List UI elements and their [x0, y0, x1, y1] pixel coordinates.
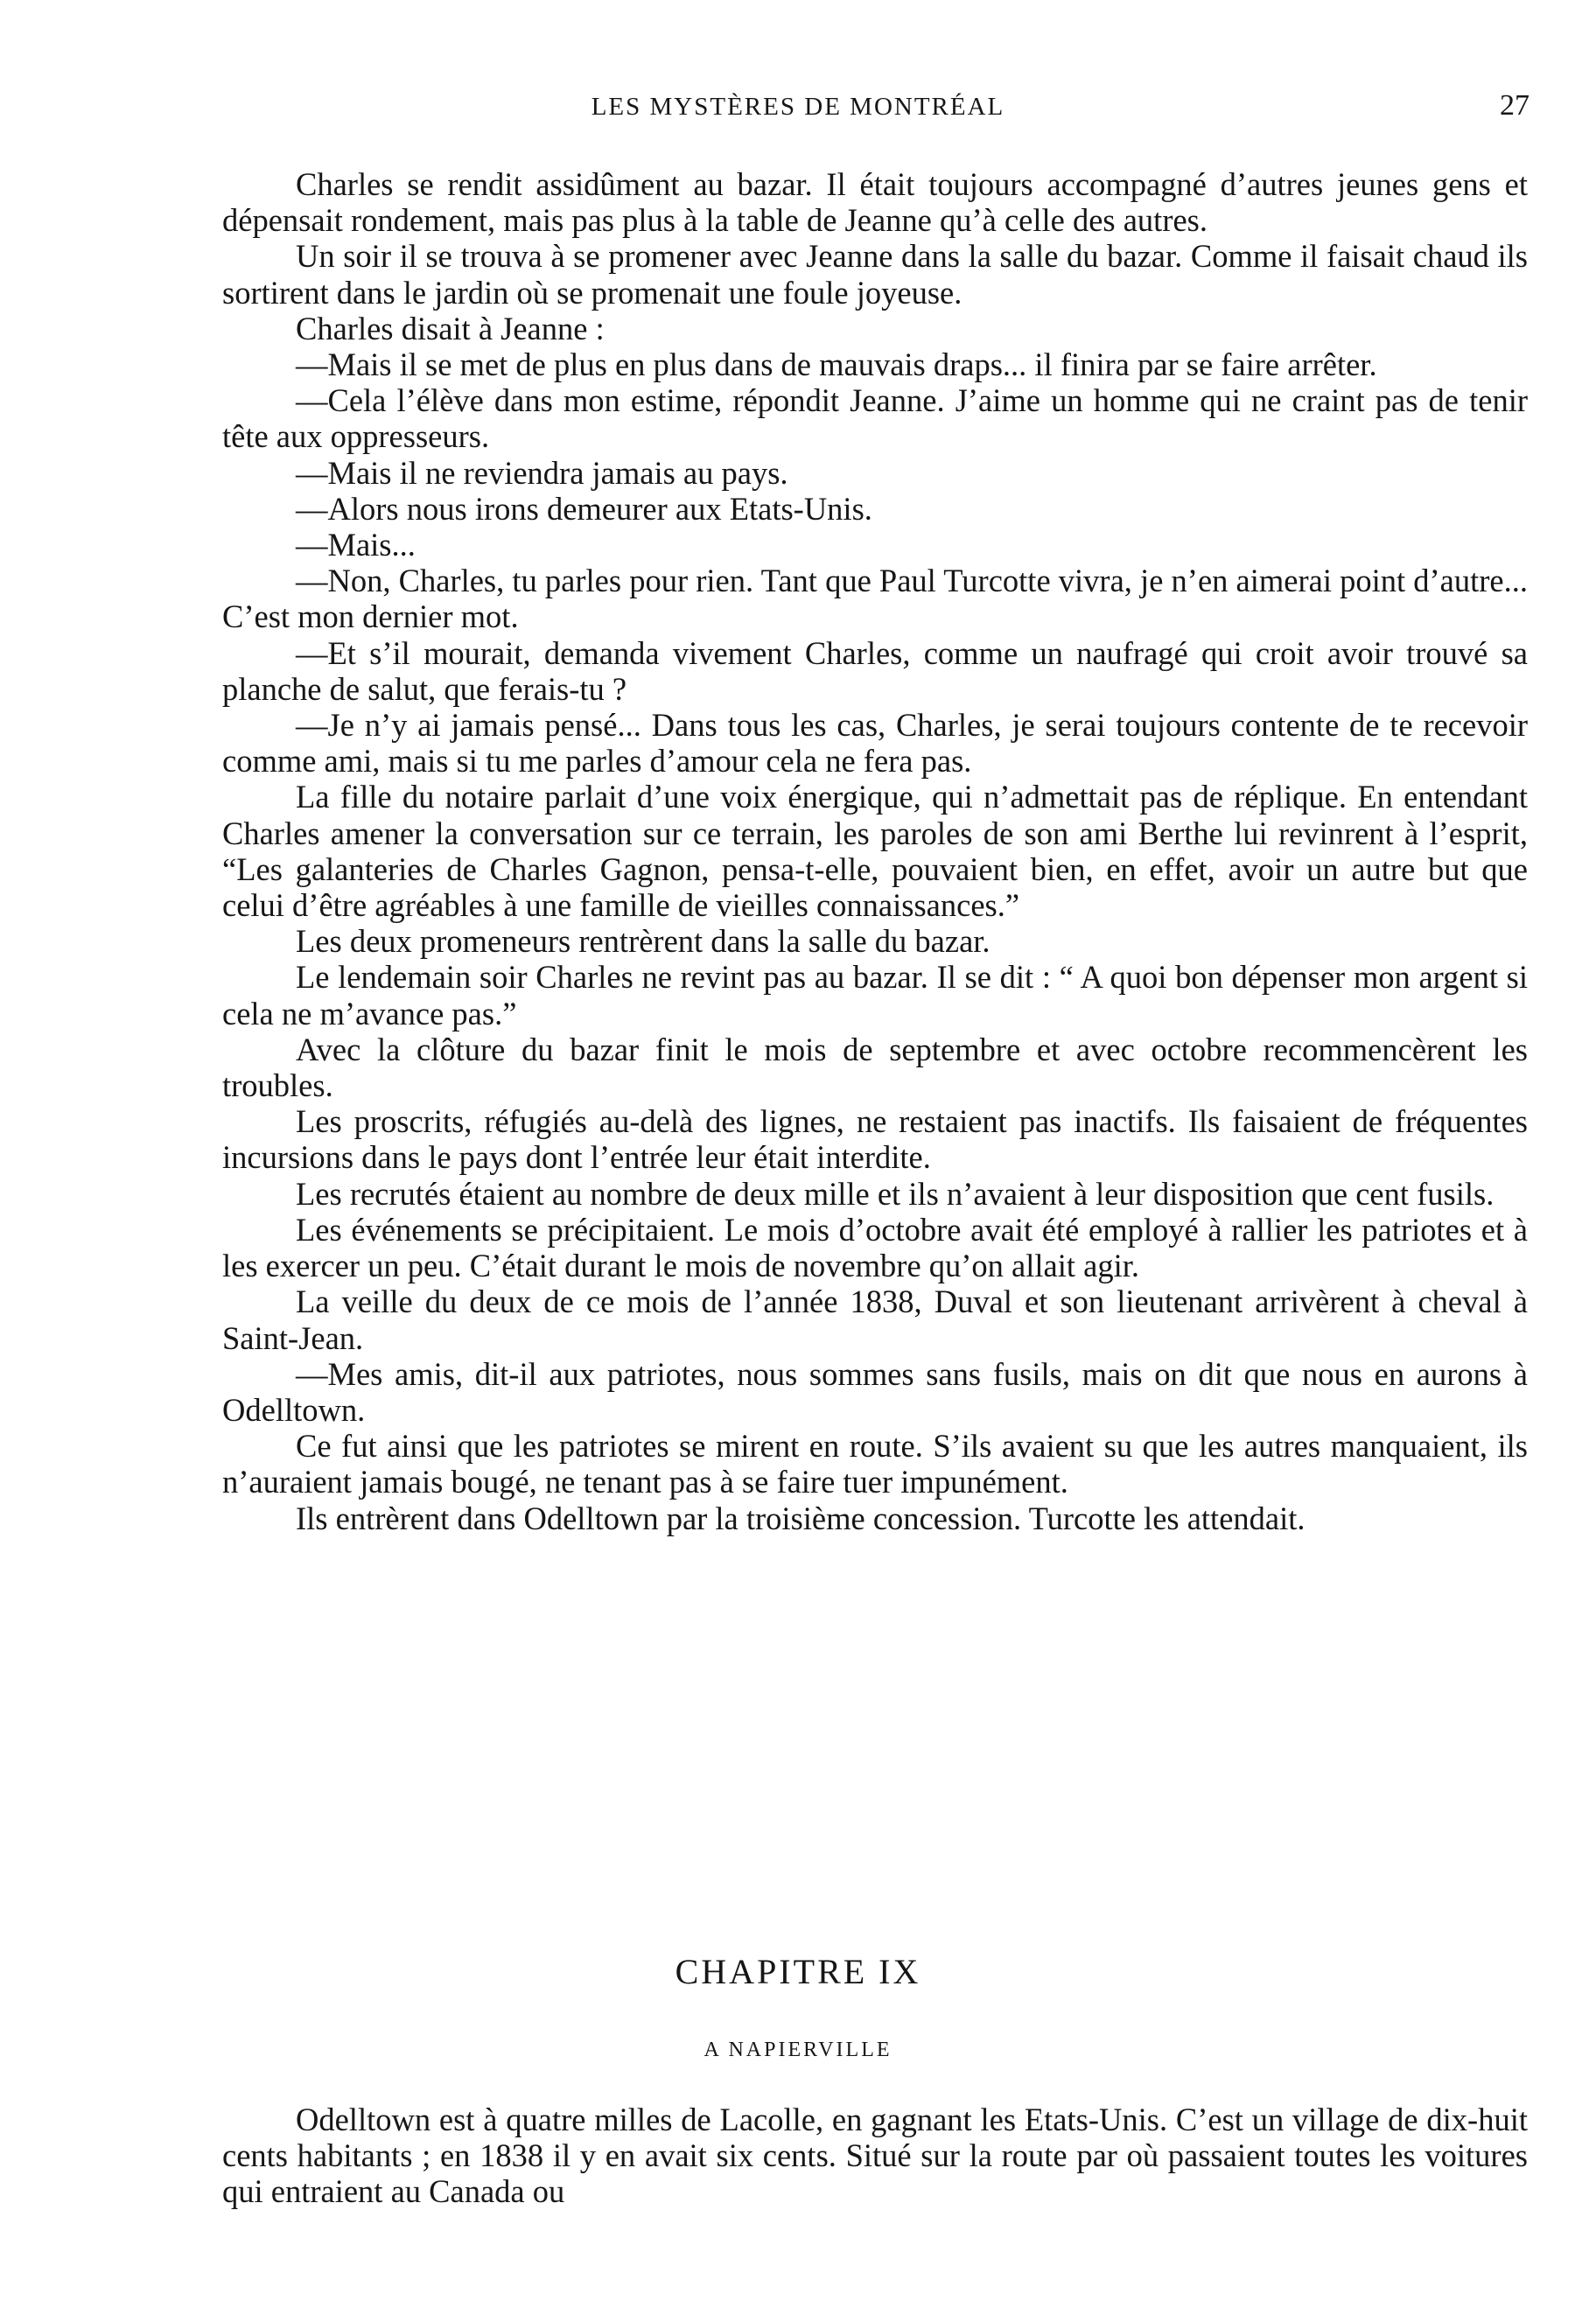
dialogue-line: —Mes amis, dit-il aux patriotes, nous sommes sans fusils, mais on dit que nous en aurons à Odelltown.	[222, 1355, 1528, 1428]
main-text	[222, 166, 1528, 1536]
chapter-heading: CHAPITRE IX	[675, 1952, 921, 1991]
page-number: 27	[1500, 89, 1530, 122]
paragraph: Les recrutés étaient au nombre de deux mille et ils n’avaient à leur disposition que cent fusils.	[296, 1175, 1494, 1212]
paragraph: Charles se rendit assidûment au bazar. Il était toujours accompagné d’autres jeunes gens et dépensait rondement, mais pas plus à la table de Jeanne qu’à celle des autres.	[222, 166, 1528, 239]
paragraph: Charles disait à Jeanne :	[296, 310, 605, 346]
paragraph: La veille du deux de ce mois de l’année 1838, Duval et son lieutenant arrivèrent à cheval à Saint-Jean.	[222, 1283, 1528, 1356]
dialogue-line: —Cela l’élève dans mon estime, répondit Jeanne. J’aime un homme qui ne craint pas de tenir tête aux oppresseurs.	[222, 382, 1528, 455]
running-title: LES MYSTÈRES DE MONTRÉAL	[591, 93, 1005, 121]
chapter-subtitle: A NAPIERVILLE	[704, 2039, 892, 2061]
dialogue-line: —Non, Charles, tu parles pour rien. Tant que Paul Turcotte vivra, je n’en aimerai point d’autre... C’est mon dernier mot.	[222, 563, 1528, 635]
paragraph: Un soir il se trouva à se promener avec Jeanne dans la salle du bazar. Comme il faisait chaud ils sortirent dans le jardin où se promenait une foule joyeuse.	[222, 238, 1528, 311]
paragraph: Les proscrits, réfugiés au-delà des lignes, ne restaient pas inactifs. Ils faisaient de fréquentes incursions dans le pays dont l’entrée leur était interdite.	[222, 1103, 1528, 1176]
dialogue-line: —Mais il ne reviendra jamais au pays.	[296, 454, 788, 491]
dialogue-line: —Alors nous irons demeurer aux Etats-Unis.	[296, 490, 872, 527]
paragraph: Les deux promeneurs rentrèrent dans la salle du bazar.	[296, 923, 990, 960]
paragraph: Ce fut ainsi que les patriotes se mirent en route. S’ils avaient su que les autres manquaient, ils n’auraient jamais bougé, ne tenant pas à se faire tuer impunément.	[222, 1428, 1528, 1500]
dialogue-line: —Et s’il mourait, demanda vivement Charles, comme un naufragé qui croit avoir trouvé sa planche de salut, que ferais-tu ?	[222, 634, 1528, 707]
paragraph: La fille du notaire parlait d’une voix énergique, qui n’admettait pas de réplique. En entendant Charles amener la conversation sur ce terrain, les paroles de son ami Berthe lui revinrent à l’esprit, “Les galanteries de Charles Gagnon, pensa-t-elle, pouvaient bien, en effet, avoir un autre but que celui d’être agréables à une famille de vieilles connaissances.”	[222, 779, 1528, 924]
running-header	[0, 87, 1596, 131]
chapter-text	[222, 2102, 1528, 2210]
dialogue-line: —Mais...	[296, 527, 416, 563]
paragraph: Ils entrèrent dans Odelltown par la troisième concession. Turcotte les attendait.	[296, 1500, 1306, 1536]
dialogue-line: —Je n’y ai jamais pensé... Dans tous les cas, Charles, je serai toujours contente de te recevoir comme ami, mais si tu me parles d’amour cela ne fera pas.	[222, 707, 1528, 780]
dialogue-line: —Mais il se met de plus en plus dans de mauvais draps... il finira par se faire arrêter.	[296, 346, 1377, 383]
paragraph: Les événements se précipitaient. Le mois d’octobre avait été employé à rallier les patriotes et à les exercer un peu. C’était durant le mois de novembre qu’on allait agir.	[222, 1211, 1528, 1284]
paragraph: Le lendemain soir Charles ne revint pas au bazar. Il se dit : “ A quoi bon dépenser mon argent si cela ne m’avance pas.”	[222, 959, 1528, 1032]
paragraph: Avec la clôture du bazar finit le mois de septembre et avec octobre recommencèrent les troubles.	[222, 1031, 1528, 1104]
paragraph: Odelltown est à quatre milles de Lacolle, en gagnant les Etats-Unis. C’est un village de dix-huit cents habitants ; en 1838 il y en avait six cents. Situé sur la route par où passaient toutes les voitures qui entraient au Canada ou	[222, 2102, 1528, 2210]
